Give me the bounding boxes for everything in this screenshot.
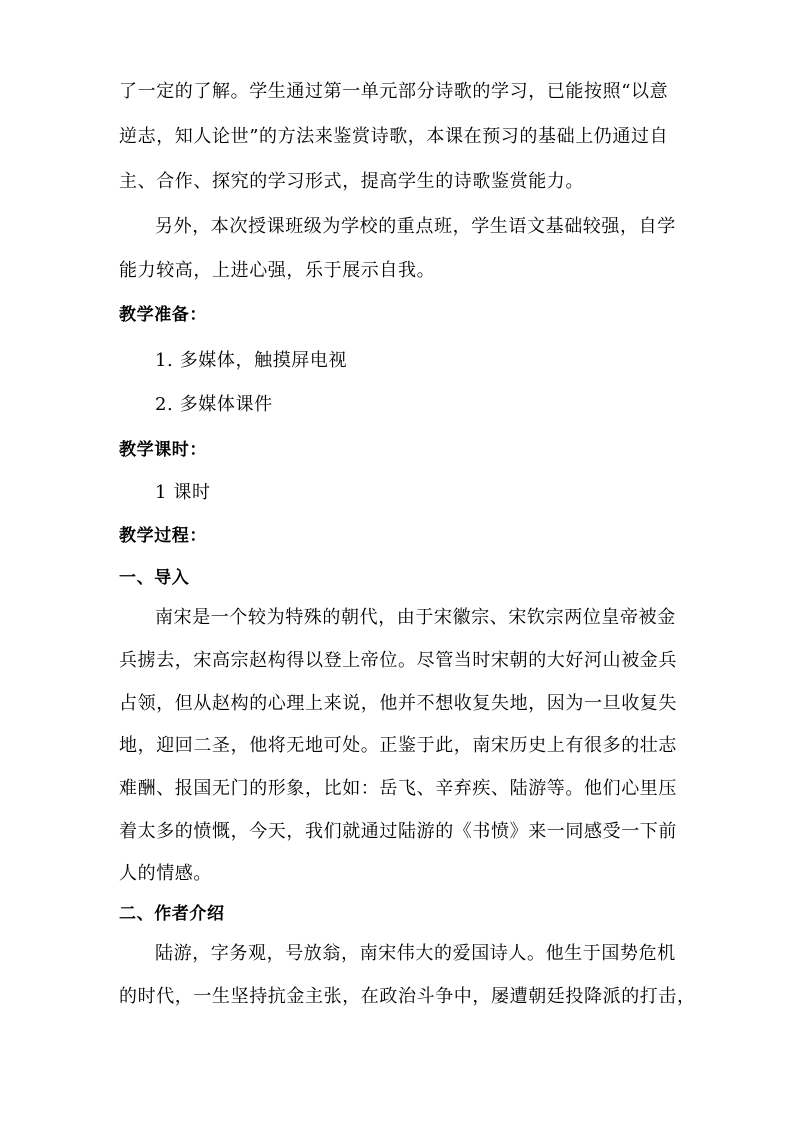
paragraph-line: 南宋是一个较为特殊的朝代，由于宋徽宗、宋钦宗两位皇帝被金 bbox=[155, 607, 676, 628]
paragraph-line: 能力较高，上进心强，乐于展示自我。 bbox=[119, 260, 436, 281]
paragraph-line: 另外，本次授课班级为学校的重点班，学生语文基础较强，自学 bbox=[155, 216, 676, 237]
section-heading-intro: 一、导入 bbox=[119, 568, 190, 588]
paragraph-line: 人的情感。 bbox=[119, 863, 212, 884]
paragraph-line: 了一定的了解。学生通过第一单元部分诗歌的学习，已能按照“以意 bbox=[119, 81, 669, 102]
paragraph-line: 主、合作、探究的学习形式，提高学生的诗歌鉴赏能力。 bbox=[119, 171, 584, 192]
section-heading-author: 二、作者介绍 bbox=[119, 904, 225, 924]
section-heading-preparation: 教学准备： bbox=[119, 305, 207, 325]
section-heading-process: 教学过程： bbox=[119, 526, 207, 546]
paragraph-line: 难酬、报国无门的形象，比如：岳飞、辛弃疾、陆游等。他们心里压 bbox=[119, 778, 677, 799]
list-item: 1 课时 bbox=[155, 482, 211, 503]
paragraph-line: 陆游，字务观，号放翁，南宋伟大的爱国诗人。他生于国势危机 bbox=[155, 943, 676, 964]
paragraph-line: 兵掳去，宋高宗赵构得以登上帝位。尽管当时宋朝的大好河山被金兵 bbox=[119, 650, 677, 671]
paragraph-line: 着太多的愤慨，今天，我们就通过陆游的《书愤》来一同感受一下前 bbox=[119, 821, 677, 842]
paragraph-line: 占领，但从赵构的心理上来说，他并不想收复失地，因为一旦收复失 bbox=[119, 693, 677, 714]
section-heading-hours: 教学课时： bbox=[119, 440, 207, 460]
paragraph-line: 地，迎回二圣，他将无地可处。正鉴于此，南宋历史上有很多的壮志 bbox=[119, 735, 677, 756]
paragraph-line: 的时代，一生坚持抗金主张，在政治斗争中，屡遭朝廷投降派的打击， bbox=[119, 986, 696, 1007]
paragraph-line: 逆志，知人论世”的方法来鉴赏诗歌，本课在预习的基础上仍通过自 bbox=[119, 126, 669, 147]
list-item: 1. 多媒体，触摸屏电视 bbox=[155, 350, 348, 371]
list-item: 2. 多媒体课件 bbox=[155, 394, 273, 415]
